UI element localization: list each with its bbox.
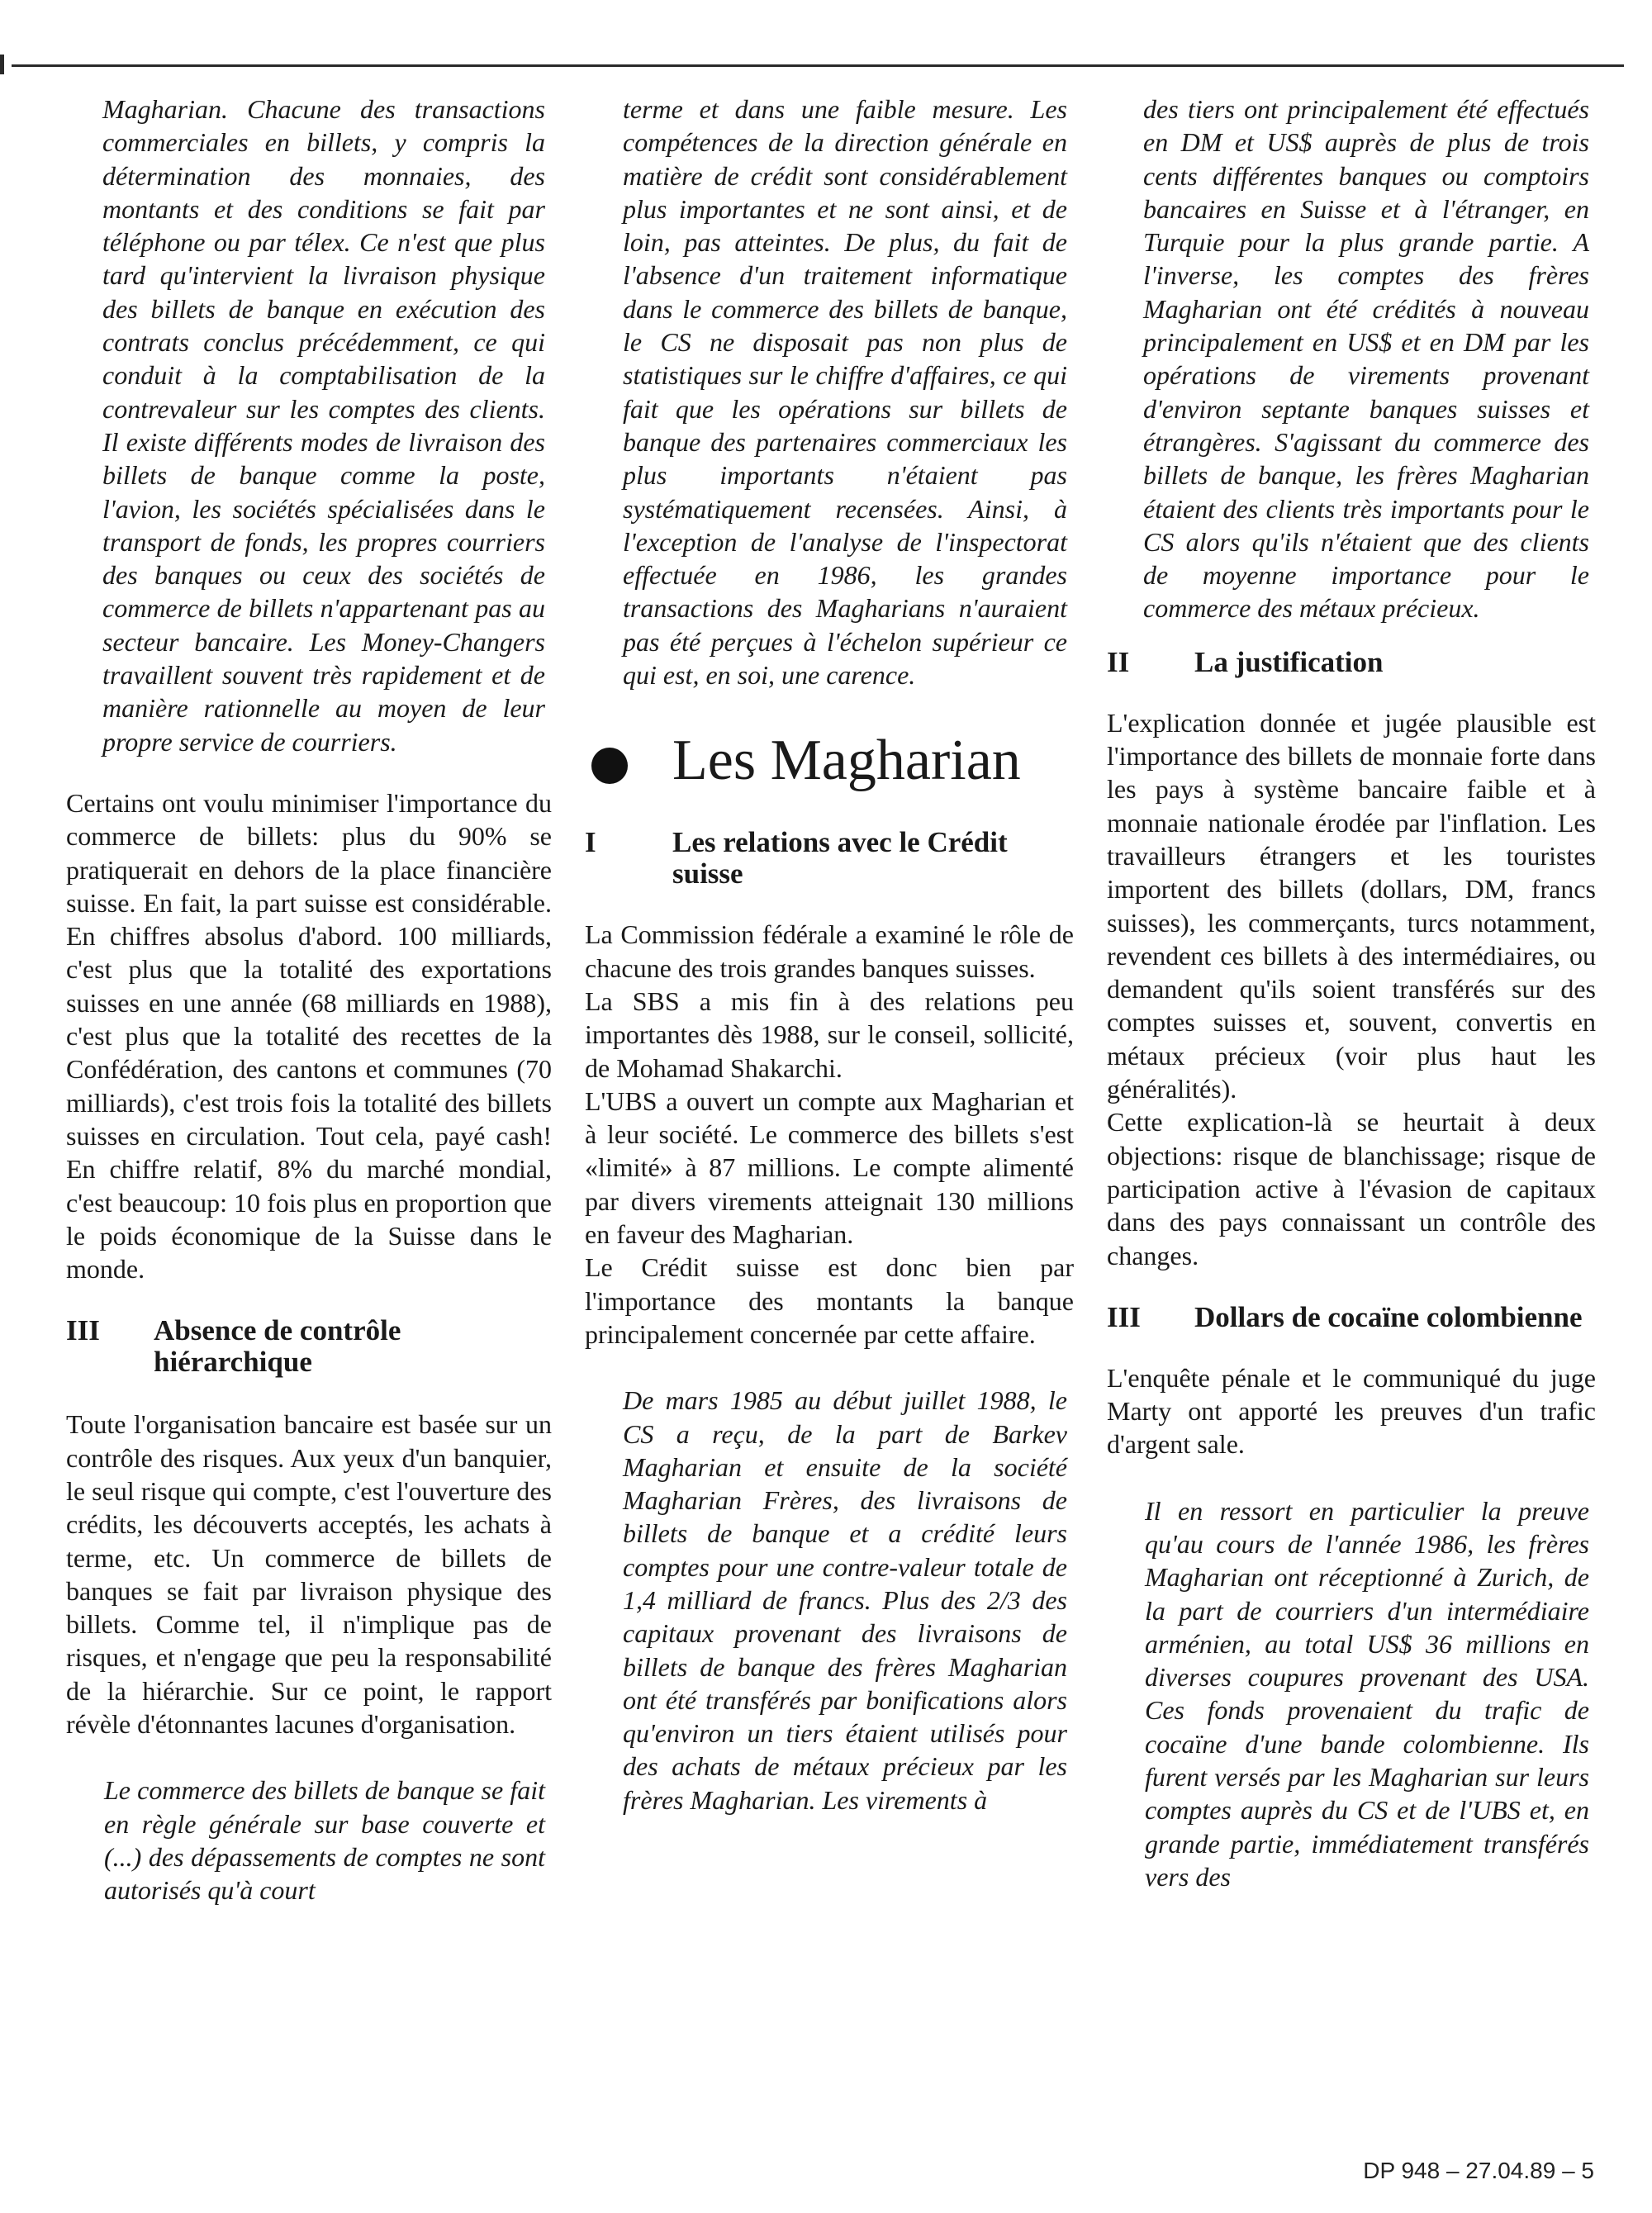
column-3 <box>1107 93 1596 1893</box>
body-paragraph: L'UBS a ouvert un compte aux Magharian et à leur société. Le commerce des billets s'est «limité» à 87 millions. Le compte alimenté par divers virements atteignait 130 millions en faveur des Magharian. <box>585 1085 1074 1250</box>
column-1 <box>66 93 552 1907</box>
body-paragraph: La Commission fédérale a examiné le rôle de chacune des trois grandes banques suisses. <box>585 919 1074 983</box>
section-heading <box>1107 647 1596 678</box>
body-paragraph: La SBS a mis fin à des relations peu importantes dès 1988, sur le conseil, sollicité, de Mohamad Shakarchi. <box>585 985 1074 1083</box>
section-heading <box>1107 1302 1596 1333</box>
body-paragraph: L'explication donnée et jugée plausible est l'importance des billets de monnaie forte dans les pays à système bancaire faible et à monnaie nationale érodée par l'inflation. Les travailleurs étrangers et les touristes importent des billets (dollars, DM, francs suisses), les commerçants, turcs notamment, revendent ces billets à des intermédiaires, ou demandent qu'ils soient transférés sur des comptes suisses et, souvent, convertis en métaux précieux (voir plus haut les généralités). <box>1107 707 1596 1104</box>
quote-excerpt: De mars 1985 au début juillet 1988, le CS a reçu, de la part de Barkev Magharian et ensuite de la société Magharian Frères, des livraisons de billets de banque et a crédité leurs comptes pour une contre-valeur totale de 1,4 milliard de francs. Plus des 2/3 des capitaux provenant des livraisons de billets de banque des frères Magharian ont été transférés par bonifications alors qu'environ un tiers étaient utilisés pour des achats de métaux précieux par les frères Magharian. Les virements à <box>623 1385 1067 1815</box>
section-number: I <box>585 826 596 859</box>
quote-excerpt: Magharian. Chacune des transactions commerciales en billets, y compris la détermination des monnaies, des montants et des conditions se fait par téléphone ou par télex. Ce n'est que plus tard qu'intervient la livraison physique des billets de banque en exécution des contrats conclus précédemment, ce qui conduit à la comptabilisation de la contrevaleur sur les comptes des clients. Il existe différents modes de livraison des billets de banque comme la poste, l'avion, les sociétés spécialisées dans le transport de fonds, les propres courriers des banques ou ceux des sociétés de commerce de billets n'appartenant pas au secteur bancaire. Les Money-Changers travaillent souvent très rapidement et de manière rationnelle au moyen de leur propre service de courriers. <box>102 94 545 757</box>
section-number: II <box>1107 645 1130 678</box>
section-title: La justification <box>1194 645 1384 678</box>
section-title: Les relations avec le Crédit suisse <box>672 826 1008 890</box>
section-heading <box>66 1315 552 1378</box>
body-paragraph: Le Crédit suisse est donc bien par l'importance des montants la banque principalement concernée par cette affaire. <box>585 1252 1074 1349</box>
quote-excerpt: des tiers ont principalement été effectués en DM et US$ auprès de plus de trois cents différentes banques ou comptoirs bancaires en Suisse et à l'étranger, en Turquie pour la plus grande partie. A l'inverse, les comptes des frères Magharian ont été crédités à nouveau principalement en US$ et en DM par les opérations de virements provenant d'environ septante banques suisses et étrangères. S'agissant du commerce des billets de banque, les frères Magharian étaient des clients très importants pour le CS alors qu'ils n'étaient que des clients de moyenne importance pour le commerce des métaux précieux. <box>1143 94 1589 624</box>
quote-excerpt: Le commerce des billets de banque se fait en règle générale sur base couverte et (...) des dépassements de comptes ne sont autorisés qu'à court <box>104 1775 545 1906</box>
body-paragraph: Certains ont voulu minimiser l'importance du commerce de billets: plus du 90% se pratiquerait en dehors de la place financière suisse. En fait, la part suisse est considérable. En chiffres absolus d'abord. 100 milliards, c'est plus que la totalité des exportations suisses en une année (68 milliards en 1988), c'est plus que la totalité des recettes de la Confédération, des cantons et communes (70 milliards), c'est trois fois la totalité des billets suisses en circulation. Tout cela, payé cash! En chiffre relatif, 8% du marché mondial, c'est beaucoup: 10 fois plus en proportion que le poids économique de la Suisse dans le monde. <box>66 787 552 1285</box>
quote-excerpt: Il en ressort en particulier la preuve qu'au cours de l'année 1986, les frères Magharian ont réceptionné à Zurich, de la part de courriers d'un intermédiaire arménien, au total US$ 36 millions en diverses coupures provenant des USA. Ces fonds provenaient du trafic de cocaïne d'une bande colombienne. Ils furent versés par les Magharian sur leurs comptes auprès du CS et de l'UBS et, en grande partie, immédiatement transférés vers des <box>1145 1495 1589 1892</box>
page-footer: DP 948 – 27.04.89 – 5 <box>1363 2158 1594 2183</box>
section-title: Dollars de cocaïne colombienne <box>1194 1300 1583 1333</box>
body-paragraph: Cette explication-là se heurtait à deux objections: risque de blanchissage; risque de participation active à l'évasion de capitaux dans des pays connaissant un contrôle des changes. <box>1107 1107 1596 1270</box>
section-number: III <box>66 1314 100 1347</box>
header-rule <box>12 64 1624 67</box>
column-2 <box>585 93 1074 1816</box>
quote-excerpt: terme et dans une faible mesure. Les compétences de la direction générale en matière de crédit sont considérablement plus importantes et ne sont ainsi, et de loin, pas atteintes. De plus, du fait de l'absence d'un traitement informatique dans le commerce des billets de banque, le CS ne disposait pas non plus de statistiques sur le chiffre d'affaires, ce qui fait que les opérations sur billets de banque des partenaires commerciaux les plus importants n'étaient pas systématiquement recensées. Ainsi, à l'exception de l'analyse de l'inspectorat effectuée en 1986, les grandes transactions des Magharians n'auraient pas été perçues à l'échelon supérieur ce qui est, en soi, une carence. <box>623 94 1067 691</box>
section-number: III <box>1107 1300 1141 1333</box>
margin-mark <box>0 55 4 74</box>
section-title: Absence de contrôle hiérarchique <box>154 1314 401 1379</box>
main-title-text: Les Magharian <box>672 729 1021 793</box>
bullet-icon <box>591 748 628 784</box>
main-title <box>585 728 1074 794</box>
body-paragraph: Toute l'organisation bancaire est basée sur un contrôle des risques. Aux yeux d'un banquier, le seul risque qui compte, c'est l'ouverture des crédits, les découverts acceptés, les achats à terme, etc. Un commerce de billets de banques se fait par livraison physique des billets. Comme tel, il n'implique pas de risques, et n'engage que peu la responsabilité de la hiérarchie. Sur ce point, le rapport révèle d'étonnantes lacunes d'organisation. <box>66 1409 552 1740</box>
body-paragraph: L'enquête pénale et le communiqué du juge Marty ont apporté les preuves d'un trafic d'argent sale. <box>1107 1362 1596 1460</box>
section-heading <box>585 827 1074 890</box>
